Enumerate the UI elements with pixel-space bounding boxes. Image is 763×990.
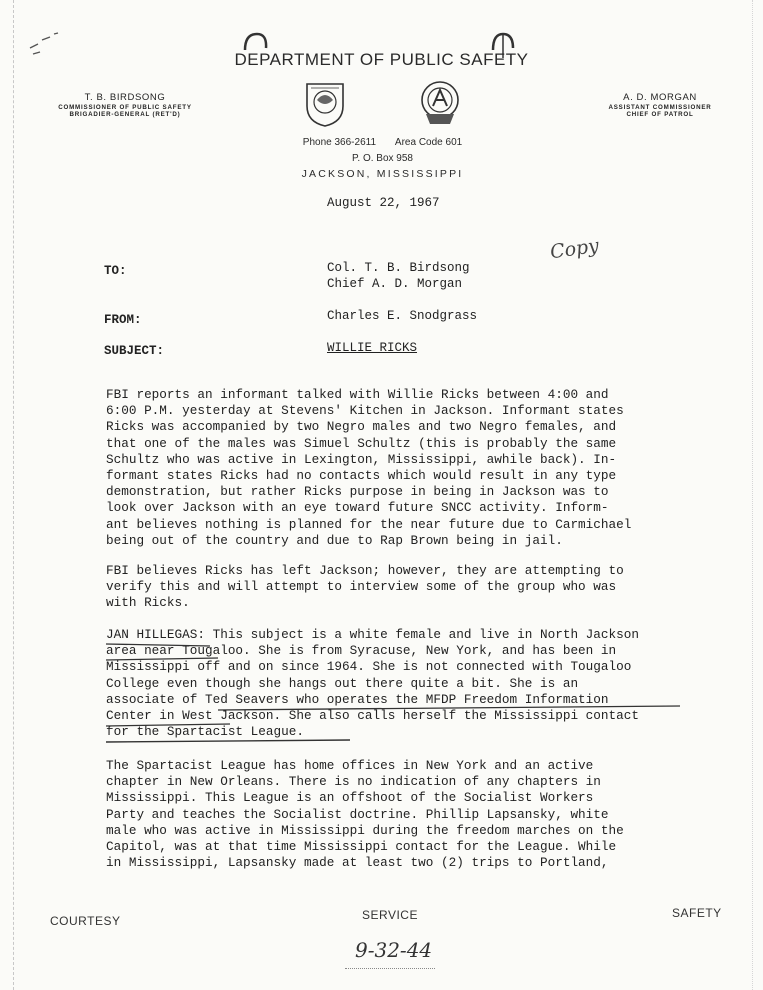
footer-service: SERVICE [362, 908, 418, 922]
patrol-badge-icon [418, 78, 462, 128]
to-label: TO: [104, 264, 127, 278]
left-official-title: COMMISSIONER OF PUBLIC SAFETY [58, 103, 192, 111]
text-line: 6:00 P.M. yesterday at Stevens' Kitchen in Jackson. Informant states [106, 403, 624, 419]
right-official-title: ASSISTANT COMMISSIONER [608, 103, 712, 111]
left-official-name: T. B. BIRDSONG [84, 92, 166, 103]
right-official-name: A. D. MORGAN [623, 92, 697, 103]
text-line: Center in West Jackson. She also calls herself the Mississippi contact [106, 708, 639, 724]
text-line: look over Jackson with an eye toward future SNCC activity. Inform- [106, 500, 609, 516]
subject-value: WILLIE RICKS [327, 341, 418, 355]
text-line: demonstration, but rather Ricks purpose in being in Jackson was to [106, 484, 609, 500]
subject-label: SUBJECT: [104, 344, 165, 358]
text-line: Schultz who was active in Lexington, Mississippi, awhile back). In- [106, 451, 617, 467]
right-official-block [590, 93, 730, 118]
memo-date: August 22, 1967 [327, 196, 440, 210]
text-line: JAN HILLEGAS: This subject is a white female and live in North Jackson [106, 627, 639, 642]
right-official-position: CHIEF OF PATROL [626, 111, 694, 119]
hole-mark-icon [240, 30, 270, 52]
footer-safety: SAFETY [672, 906, 722, 920]
text-line: in Mississippi, Lapsansky made at least two (2) trips to Portland, [106, 855, 609, 871]
handwritten-page-number: 9-32-44 [355, 938, 433, 962]
text-line: The Spartacist League has home offices in New York and an active [106, 758, 594, 773]
text-line: Ricks was accompanied by two Negro males and two Negro females, and [106, 419, 617, 435]
contact-phone-line [230, 137, 535, 148]
left-official-rank: BRIGADIER-GENERAL (RET'D) [69, 111, 181, 119]
po-box: P. O. Box 958 [352, 153, 413, 164]
text-line: FBI believes Ricks has left Jackson; however, they are attempting to [106, 563, 624, 578]
text-line: being out of the country and due to Rap Brown being in jail. [106, 532, 563, 548]
department-title: DEPARTMENT OF PUBLIC SAFETY [234, 50, 529, 69]
text-line: formant states Ricks had no contacts which would result in any type [106, 468, 617, 484]
paragraph-spartacist-league [106, 758, 701, 871]
text-line: College even though she hangs out there quite a bit. She is an [106, 675, 579, 691]
left-official-block [30, 93, 220, 118]
text-line: Mississippi off and on since 1964. She is not connected with Tougaloo [106, 659, 632, 675]
paragraph-jan-hillegas [106, 627, 701, 740]
area-code: Area Code 601 [394, 137, 463, 148]
paragraph-fbi-belief [106, 563, 701, 612]
phone-number: Phone 366-2611 [302, 137, 377, 148]
text-line: Mississippi. This League is an offshoot of the Socialist Workers [106, 790, 594, 806]
text-line: with Ricks. [106, 595, 190, 611]
city-state: JACKSON, MISSISSIPPI [301, 168, 464, 180]
text-line: FBI reports an informant talked with Willie Ricks between 4:00 and [106, 387, 609, 402]
scan-margin-line [13, 0, 15, 990]
text-line: verify this and will attempt to interview some of the group who was [106, 579, 617, 595]
handwritten-copy-note: Copy [548, 234, 601, 264]
to-recipient-2: Chief A. D. Morgan [327, 277, 463, 291]
text-line: chapter in New Orleans. There is no indication of any chapters in [106, 774, 601, 790]
footer-courtesy: COURTESY [50, 914, 121, 928]
footer-divider [345, 968, 435, 969]
state-seal-icon [303, 78, 347, 128]
text-line: Party and teaches the Socialist doctrine. Phillip Lapsansky, white [106, 806, 609, 822]
text-line: Capitol, was at that time Mississippi contact for the League. While [106, 839, 617, 855]
paragraph-fbi-report [106, 387, 701, 549]
scan-margin-line [752, 0, 754, 990]
text-line: male who was active in Mississippi during the freedom marches on the [106, 822, 624, 838]
from-label: FROM: [104, 313, 142, 327]
text-line: ant believes nothing is planned for the near future due to Carmichael [106, 516, 632, 532]
text-line: for the Spartacist League. [106, 724, 304, 740]
text-line: associate of Ted Seavers who operates the MFDP Freedom Information [106, 691, 609, 707]
text-line: that one of the males was Simuel Schultz (this is probably the same [106, 435, 617, 451]
from-sender: Charles E. Snodgrass [327, 309, 478, 323]
to-recipient-1: Col. T. B. Birdsong [327, 261, 470, 275]
text-line: area near Tougaloo. She is from Syracuse, New York, and has been in [106, 643, 617, 659]
